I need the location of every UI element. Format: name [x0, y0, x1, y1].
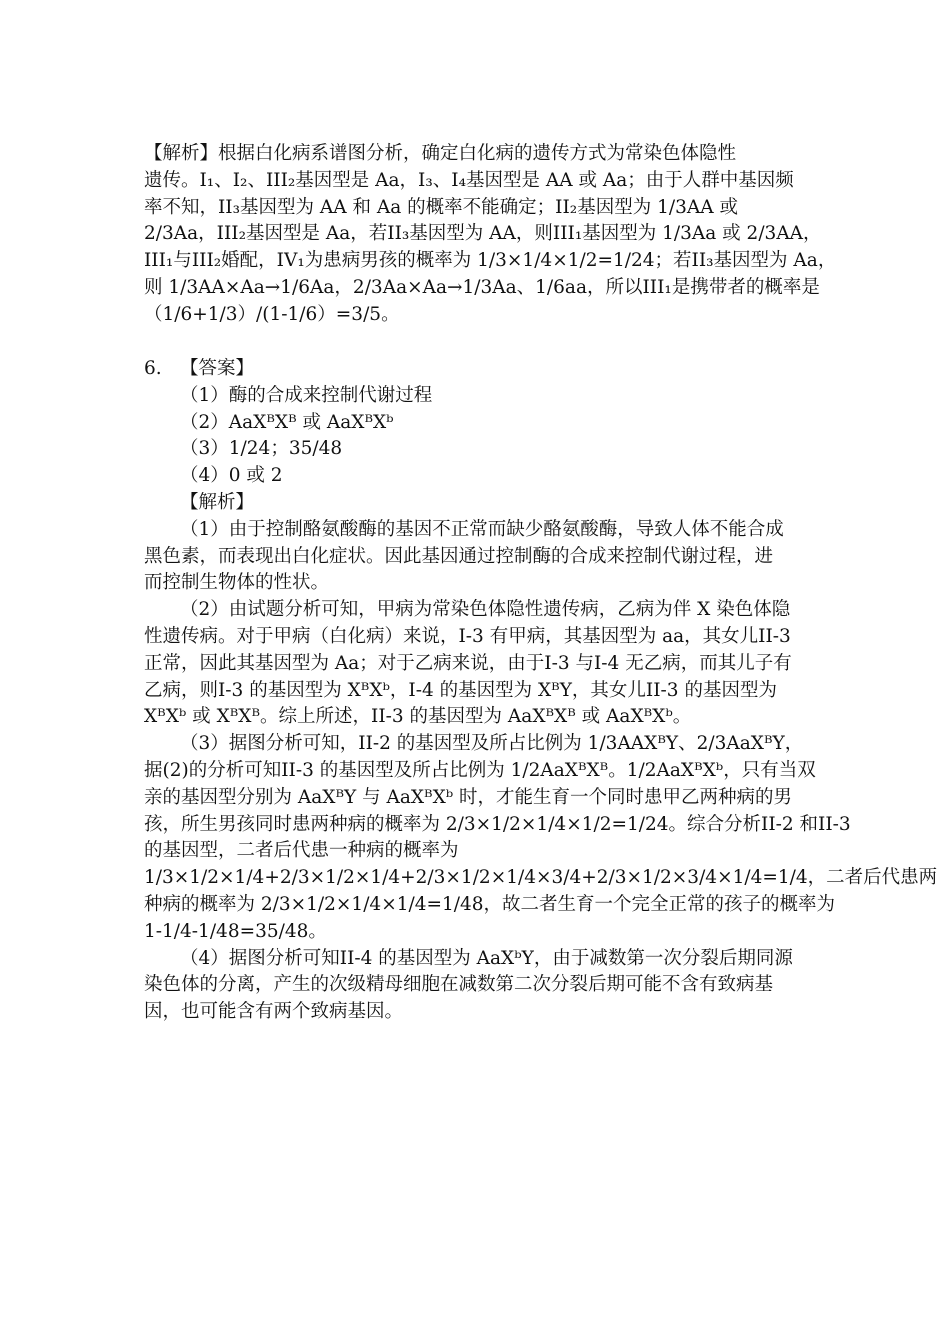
- explanation-line: 染色体的分离，产生的次级精母细胞在减数第二次分裂后期可能不含有致病基: [144, 974, 774, 996]
- explanation-line: 种病的概率为 2/3×1/2×1/4×1/4=1/48，故二者生育一个完全正常的孩子的概率为: [144, 893, 836, 915]
- explanation-line: （4）据图分析可知II-4 的基因型为 AaXᵇY，由于减数第一次分裂后期同源: [180, 947, 793, 969]
- explanation-line: （1）由于控制酪氨酸酶的基因不正常而缺少酪氨酸酶，导致人体不能合成: [180, 518, 784, 540]
- analysis-tag: 【解析】: [180, 491, 255, 513]
- explanation-line: XᴮXᵇ 或 XᴮXᴮ。综上所述，II-3 的基因型为 AaXᴮXᴮ 或 AaXᴮXᵇ。: [144, 706, 692, 728]
- explanation-line: 的基因型，二者后代患一种病的概率为: [144, 840, 459, 862]
- explanation-line: 据(2)的分析可知II-3 的基因型及所占比例为 1/2AaXᴮXᴮ。1/2AaXᴮXᵇ，只有当双: [144, 759, 816, 781]
- analysis-paragraph: [144, 141, 837, 329]
- text-line: 2/3Aa，III₂基因型是 Aa，若II₃基因型为 AA，则III₁基因型为 1/3Aa 或 2/3AA，: [144, 223, 822, 245]
- text-line: 遗传。I₁、I₂、III₂基因型是 Aa，I₃、I₄基因型是 AA 或 Aa；由于人群中基因频: [144, 169, 794, 191]
- text-line: 【解析】根据白化病系谱图分析，确定白化病的遗传方式为常染色体隐性: [144, 143, 737, 164]
- text-line: III₁与III₂婚配，IV₁为患病男孩的概率为 1/3×1/4×1/2=1/24；若II₃基因型为 Aa，: [144, 250, 837, 272]
- answer-item: （2）AaXᴮXᴮ 或 AaXᴮXᵇ: [180, 411, 394, 433]
- explanation-line: 正常，因此其基因型为 Aa；对于乙病来说，由于I-3 与I-4 无乙病，而其儿子有: [144, 652, 792, 674]
- answer-item: （3）1/24；35/48: [180, 438, 343, 460]
- explanation-line: 性遗传病。对于甲病（白化病）来说，I-3 有甲病，其基因型为 aa，其女儿II-3: [144, 625, 791, 647]
- explanation-line: 孩，所生男孩同时患两种病的概率为 2/3×1/2×1/4×1/2=1/24。综合分析II-2 和II-3: [144, 813, 851, 835]
- explanation-line: 因，也可能含有两个致病基因。: [144, 1001, 404, 1023]
- question-6-section: [144, 356, 938, 1026]
- answer-item: （4）0 或 2: [180, 465, 283, 487]
- answer-tag: 【答案】: [180, 358, 255, 379]
- explanation-line: （3）据图分析可知，II-2 的基因型及所占比例为 1/3AAXᴮY、2/3AaXᴮY，: [180, 733, 804, 755]
- text-line: 率不知，II₃基因型为 AA 和 Aa 的概率不能确定；II₂基因型为 1/3AA 或: [144, 196, 738, 218]
- answer-heading: [144, 356, 809, 383]
- text-line: 则 1/3AA×Aa→1/6Aa，2/3Aa×Aa→1/3Aa、1/6aa，所以III₁是携带者的概率是: [144, 276, 820, 298]
- explanation-line: 乙病，则I-3 的基因型为 XᴮXᵇ，I-4 的基因型为 XᴮY，其女儿II-3 的基因型为: [144, 679, 777, 701]
- explanation-line: 1/3×1/2×1/4+2/3×1/2×1/4+2/3×1/2×1/4×3/4+2/3×1/2×3/4×1/4=1/4，二者后代患两: [144, 867, 938, 889]
- answer-item: （1）酶的合成来控制代谢过程: [180, 384, 433, 406]
- explanation-line: 黑色素，而表现出白化症状。因此基因通过控制酶的合成来控制代谢过程，进: [144, 545, 774, 567]
- explanation-line: （2）由试题分析可知，甲病为常染色体隐性遗传病，乙病为伴 X 染色体隐: [180, 599, 791, 621]
- question-number: 6.: [144, 358, 162, 379]
- explanation-line: 1-1/4-1/48=35/48。: [144, 920, 327, 942]
- explanation-line: 亲的基因型分别为 AaXᴮY 与 AaXᴮXᵇ 时，才能生育一个同时患甲乙两种病的男: [144, 786, 793, 808]
- explanation-line: 而控制生物体的性状。: [144, 572, 330, 594]
- text-line: （1/6+1/3）/(1-1/6）=3/5。: [144, 303, 400, 325]
